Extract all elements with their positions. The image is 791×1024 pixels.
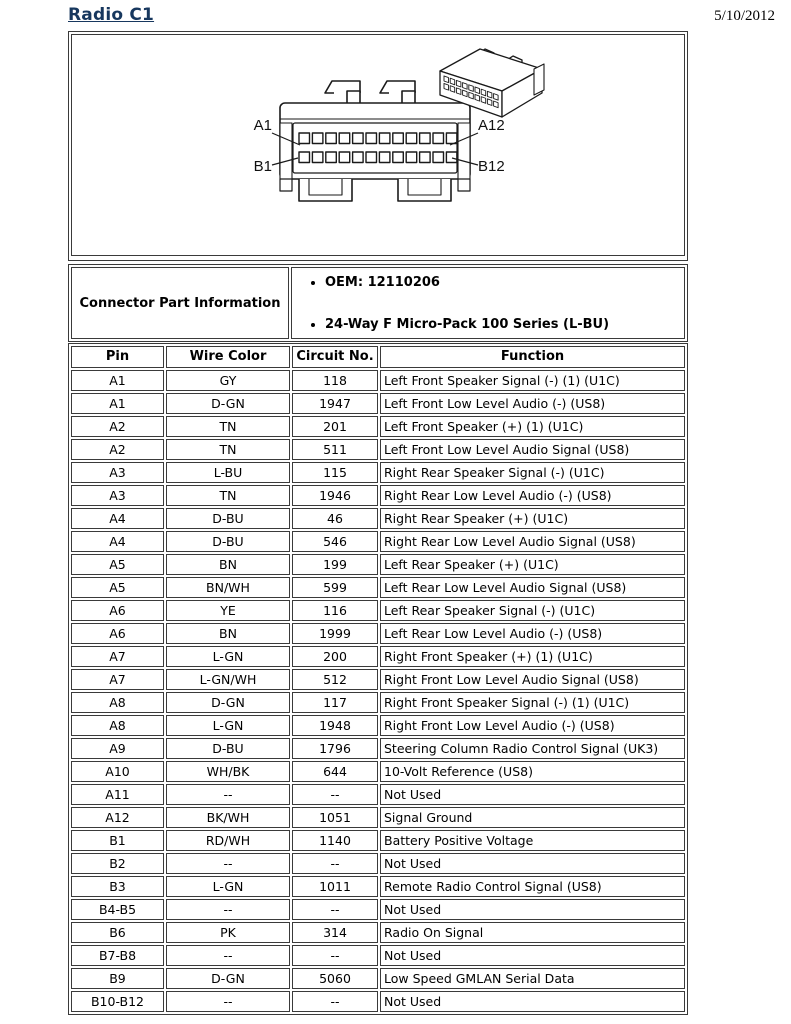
cell-circuit-no: 314	[292, 922, 378, 943]
cell-circuit-no: 512	[292, 669, 378, 690]
cell-function: Right Front Speaker (+) (1) (U1C)	[380, 646, 685, 667]
table-row	[71, 393, 685, 414]
cell-wire-color: --	[166, 945, 290, 966]
pin-label-b12: B12	[478, 158, 505, 175]
cell-function: Left Rear Speaker (+) (U1C)	[380, 554, 685, 575]
cell-pin: A11	[71, 784, 164, 805]
table-row	[71, 267, 685, 339]
cell-wire-color: PK	[166, 922, 290, 943]
cell-function: Battery Positive Voltage	[380, 830, 685, 851]
header-wire-color: Wire Color	[166, 346, 290, 368]
table-row	[71, 416, 685, 437]
table-row	[71, 738, 685, 759]
connector-figure-inner	[71, 34, 685, 256]
cell-pin: A2	[71, 439, 164, 460]
cell-wire-color: D-BU	[166, 738, 290, 759]
cell-wire-color: TN	[166, 416, 290, 437]
connector-part-info-table	[68, 264, 688, 342]
cell-pin: B9	[71, 968, 164, 989]
cell-function: Right Rear Low Level Audio Signal (US8)	[380, 531, 685, 552]
page-title: Radio C1	[68, 5, 155, 25]
cell-function: Not Used	[380, 853, 685, 874]
table-row	[71, 830, 685, 851]
cell-pin: A1	[71, 370, 164, 391]
table-row	[71, 922, 685, 943]
cell-function: Right Rear Speaker Signal (-) (U1C)	[380, 462, 685, 483]
pinout-body	[71, 370, 685, 1012]
cell-function: Not Used	[380, 899, 685, 920]
table-row	[71, 646, 685, 667]
cell-pin: A1	[71, 393, 164, 414]
cell-wire-color: TN	[166, 439, 290, 460]
cell-pin: A7	[71, 669, 164, 690]
cell-wire-color: D-BU	[166, 531, 290, 552]
cell-circuit-no: 1796	[292, 738, 378, 759]
cell-wire-color: BN	[166, 554, 290, 575]
cell-circuit-no: 644	[292, 761, 378, 782]
cell-circuit-no: 1011	[292, 876, 378, 897]
pin-label-a1: A1	[253, 117, 272, 134]
cell-wire-color: D-GN	[166, 968, 290, 989]
cell-pin: A5	[71, 554, 164, 575]
cell-pin: A8	[71, 715, 164, 736]
cell-wire-color: --	[166, 991, 290, 1012]
cell-pin: B2	[71, 853, 164, 874]
table-row	[71, 968, 685, 989]
cell-pin: A12	[71, 807, 164, 828]
cell-wire-color: TN	[166, 485, 290, 506]
table-row	[71, 485, 685, 506]
cell-pin: B4-B5	[71, 899, 164, 920]
part-info-label: Connector Part Information	[71, 267, 289, 339]
cell-circuit-no: 1051	[292, 807, 378, 828]
table-row	[71, 577, 685, 598]
cell-wire-color: WH/BK	[166, 761, 290, 782]
cell-function: Right Rear Low Level Audio (-) (US8)	[380, 485, 685, 506]
cell-function: Signal Ground	[380, 807, 685, 828]
cell-wire-color: BN/WH	[166, 577, 290, 598]
table-row	[71, 945, 685, 966]
cell-wire-color: YE	[166, 600, 290, 621]
part-info-details	[291, 267, 685, 339]
cell-function: 10-Volt Reference (US8)	[380, 761, 685, 782]
cell-pin: A8	[71, 692, 164, 713]
header-function: Function	[380, 346, 685, 368]
cell-pin: A6	[71, 600, 164, 621]
table-row	[71, 715, 685, 736]
table-row	[71, 531, 685, 552]
cell-wire-color: D-GN	[166, 393, 290, 414]
cell-pin: A3	[71, 485, 164, 506]
connector-figure	[68, 31, 688, 261]
table-row	[71, 761, 685, 782]
cell-pin: B10-B12	[71, 991, 164, 1012]
cell-pin: A9	[71, 738, 164, 759]
pin-label-b1: B1	[253, 158, 272, 175]
cell-pin: A2	[71, 416, 164, 437]
cell-circuit-no: --	[292, 899, 378, 920]
cell-function: Left Front Speaker Signal (-) (1) (U1C)	[380, 370, 685, 391]
cell-wire-color: D-GN	[166, 692, 290, 713]
cell-wire-color: RD/WH	[166, 830, 290, 851]
part-info-bullet: • OEM: 12110206	[325, 275, 683, 291]
cell-circuit-no: 599	[292, 577, 378, 598]
cell-circuit-no: 115	[292, 462, 378, 483]
cell-circuit-no: --	[292, 784, 378, 805]
cell-circuit-no: 1999	[292, 623, 378, 644]
cell-function: Steering Column Radio Control Signal (UK3)	[380, 738, 685, 759]
cell-wire-color: --	[166, 853, 290, 874]
cell-wire-color: L-GN	[166, 715, 290, 736]
cell-circuit-no: 1947	[292, 393, 378, 414]
cell-wire-color: L-GN/WH	[166, 669, 290, 690]
cell-function: Remote Radio Control Signal (US8)	[380, 876, 685, 897]
cell-pin: B3	[71, 876, 164, 897]
part-info-bullet: • 24-Way F Micro-Pack 100 Series (L-BU)	[325, 317, 683, 333]
cell-pin: B6	[71, 922, 164, 943]
cell-circuit-no: --	[292, 853, 378, 874]
page-header	[68, 0, 775, 31]
table-row	[71, 991, 685, 1012]
cell-circuit-no: 117	[292, 692, 378, 713]
cell-circuit-no: 511	[292, 439, 378, 460]
page-date: 5/10/2012	[714, 8, 775, 24]
cell-wire-color: L-GN	[166, 876, 290, 897]
cell-pin: B1	[71, 830, 164, 851]
cell-pin: A4	[71, 531, 164, 552]
cell-wire-color: D-BU	[166, 508, 290, 529]
table-row	[71, 784, 685, 805]
connector-diagram-drawing	[72, 35, 684, 256]
cell-circuit-no: 116	[292, 600, 378, 621]
table-header-row	[71, 346, 685, 368]
cell-wire-color: L-GN	[166, 646, 290, 667]
cell-pin: A7	[71, 646, 164, 667]
table-row	[71, 623, 685, 644]
cell-function: Low Speed GMLAN Serial Data	[380, 968, 685, 989]
cell-wire-color: L-BU	[166, 462, 290, 483]
table-row	[71, 899, 685, 920]
table-row	[71, 669, 685, 690]
table-row	[71, 439, 685, 460]
table-row	[71, 508, 685, 529]
table-row	[71, 554, 685, 575]
table-row	[71, 370, 685, 391]
cell-circuit-no: 199	[292, 554, 378, 575]
cell-function: Not Used	[380, 945, 685, 966]
cell-function: Left Rear Speaker Signal (-) (U1C)	[380, 600, 685, 621]
table-row	[71, 692, 685, 713]
cell-circuit-no: 118	[292, 370, 378, 391]
connector-front-view-drawing	[272, 81, 478, 201]
table-row	[71, 462, 685, 483]
cell-circuit-no: 201	[292, 416, 378, 437]
cell-function: Right Front Low Level Audio Signal (US8)	[380, 669, 685, 690]
pin-label-a12: A12	[478, 117, 505, 134]
cell-wire-color: GY	[166, 370, 290, 391]
table-row	[71, 600, 685, 621]
cell-circuit-no: 546	[292, 531, 378, 552]
cell-function: Not Used	[380, 784, 685, 805]
cell-function: Right Rear Speaker (+) (U1C)	[380, 508, 685, 529]
cell-function: Left Front Speaker (+) (1) (U1C)	[380, 416, 685, 437]
cell-function: Left Rear Low Level Audio Signal (US8)	[380, 577, 685, 598]
header-circuit-no: Circuit No.	[292, 346, 378, 368]
pinout-table	[68, 343, 688, 1015]
cell-circuit-no: 46	[292, 508, 378, 529]
part-info-bullets	[293, 269, 683, 333]
cell-function: Left Rear Low Level Audio (-) (US8)	[380, 623, 685, 644]
cell-pin: A10	[71, 761, 164, 782]
cell-function: Right Front Low Level Audio (-) (US8)	[380, 715, 685, 736]
cell-circuit-no: --	[292, 945, 378, 966]
cell-circuit-no: 5060	[292, 968, 378, 989]
table-row	[71, 876, 685, 897]
cell-function: Left Front Low Level Audio Signal (US8)	[380, 439, 685, 460]
cell-wire-color: BK/WH	[166, 807, 290, 828]
cell-pin: A6	[71, 623, 164, 644]
cell-circuit-no: --	[292, 991, 378, 1012]
cell-pin: A5	[71, 577, 164, 598]
cell-pin: A4	[71, 508, 164, 529]
cell-wire-color: --	[166, 784, 290, 805]
cell-circuit-no: 1140	[292, 830, 378, 851]
cell-wire-color: BN	[166, 623, 290, 644]
cell-pin: A3	[71, 462, 164, 483]
table-row	[71, 807, 685, 828]
cell-wire-color: --	[166, 899, 290, 920]
cell-function: Not Used	[380, 991, 685, 1012]
cell-circuit-no: 200	[292, 646, 378, 667]
table-row	[71, 853, 685, 874]
cell-function: Radio On Signal	[380, 922, 685, 943]
header-pin: Pin	[71, 346, 164, 368]
cell-function: Right Front Speaker Signal (-) (1) (U1C)	[380, 692, 685, 713]
cell-function: Left Front Low Level Audio (-) (US8)	[380, 393, 685, 414]
cell-circuit-no: 1946	[292, 485, 378, 506]
cell-circuit-no: 1948	[292, 715, 378, 736]
page-content	[68, 0, 775, 1015]
cell-pin: B7-B8	[71, 945, 164, 966]
